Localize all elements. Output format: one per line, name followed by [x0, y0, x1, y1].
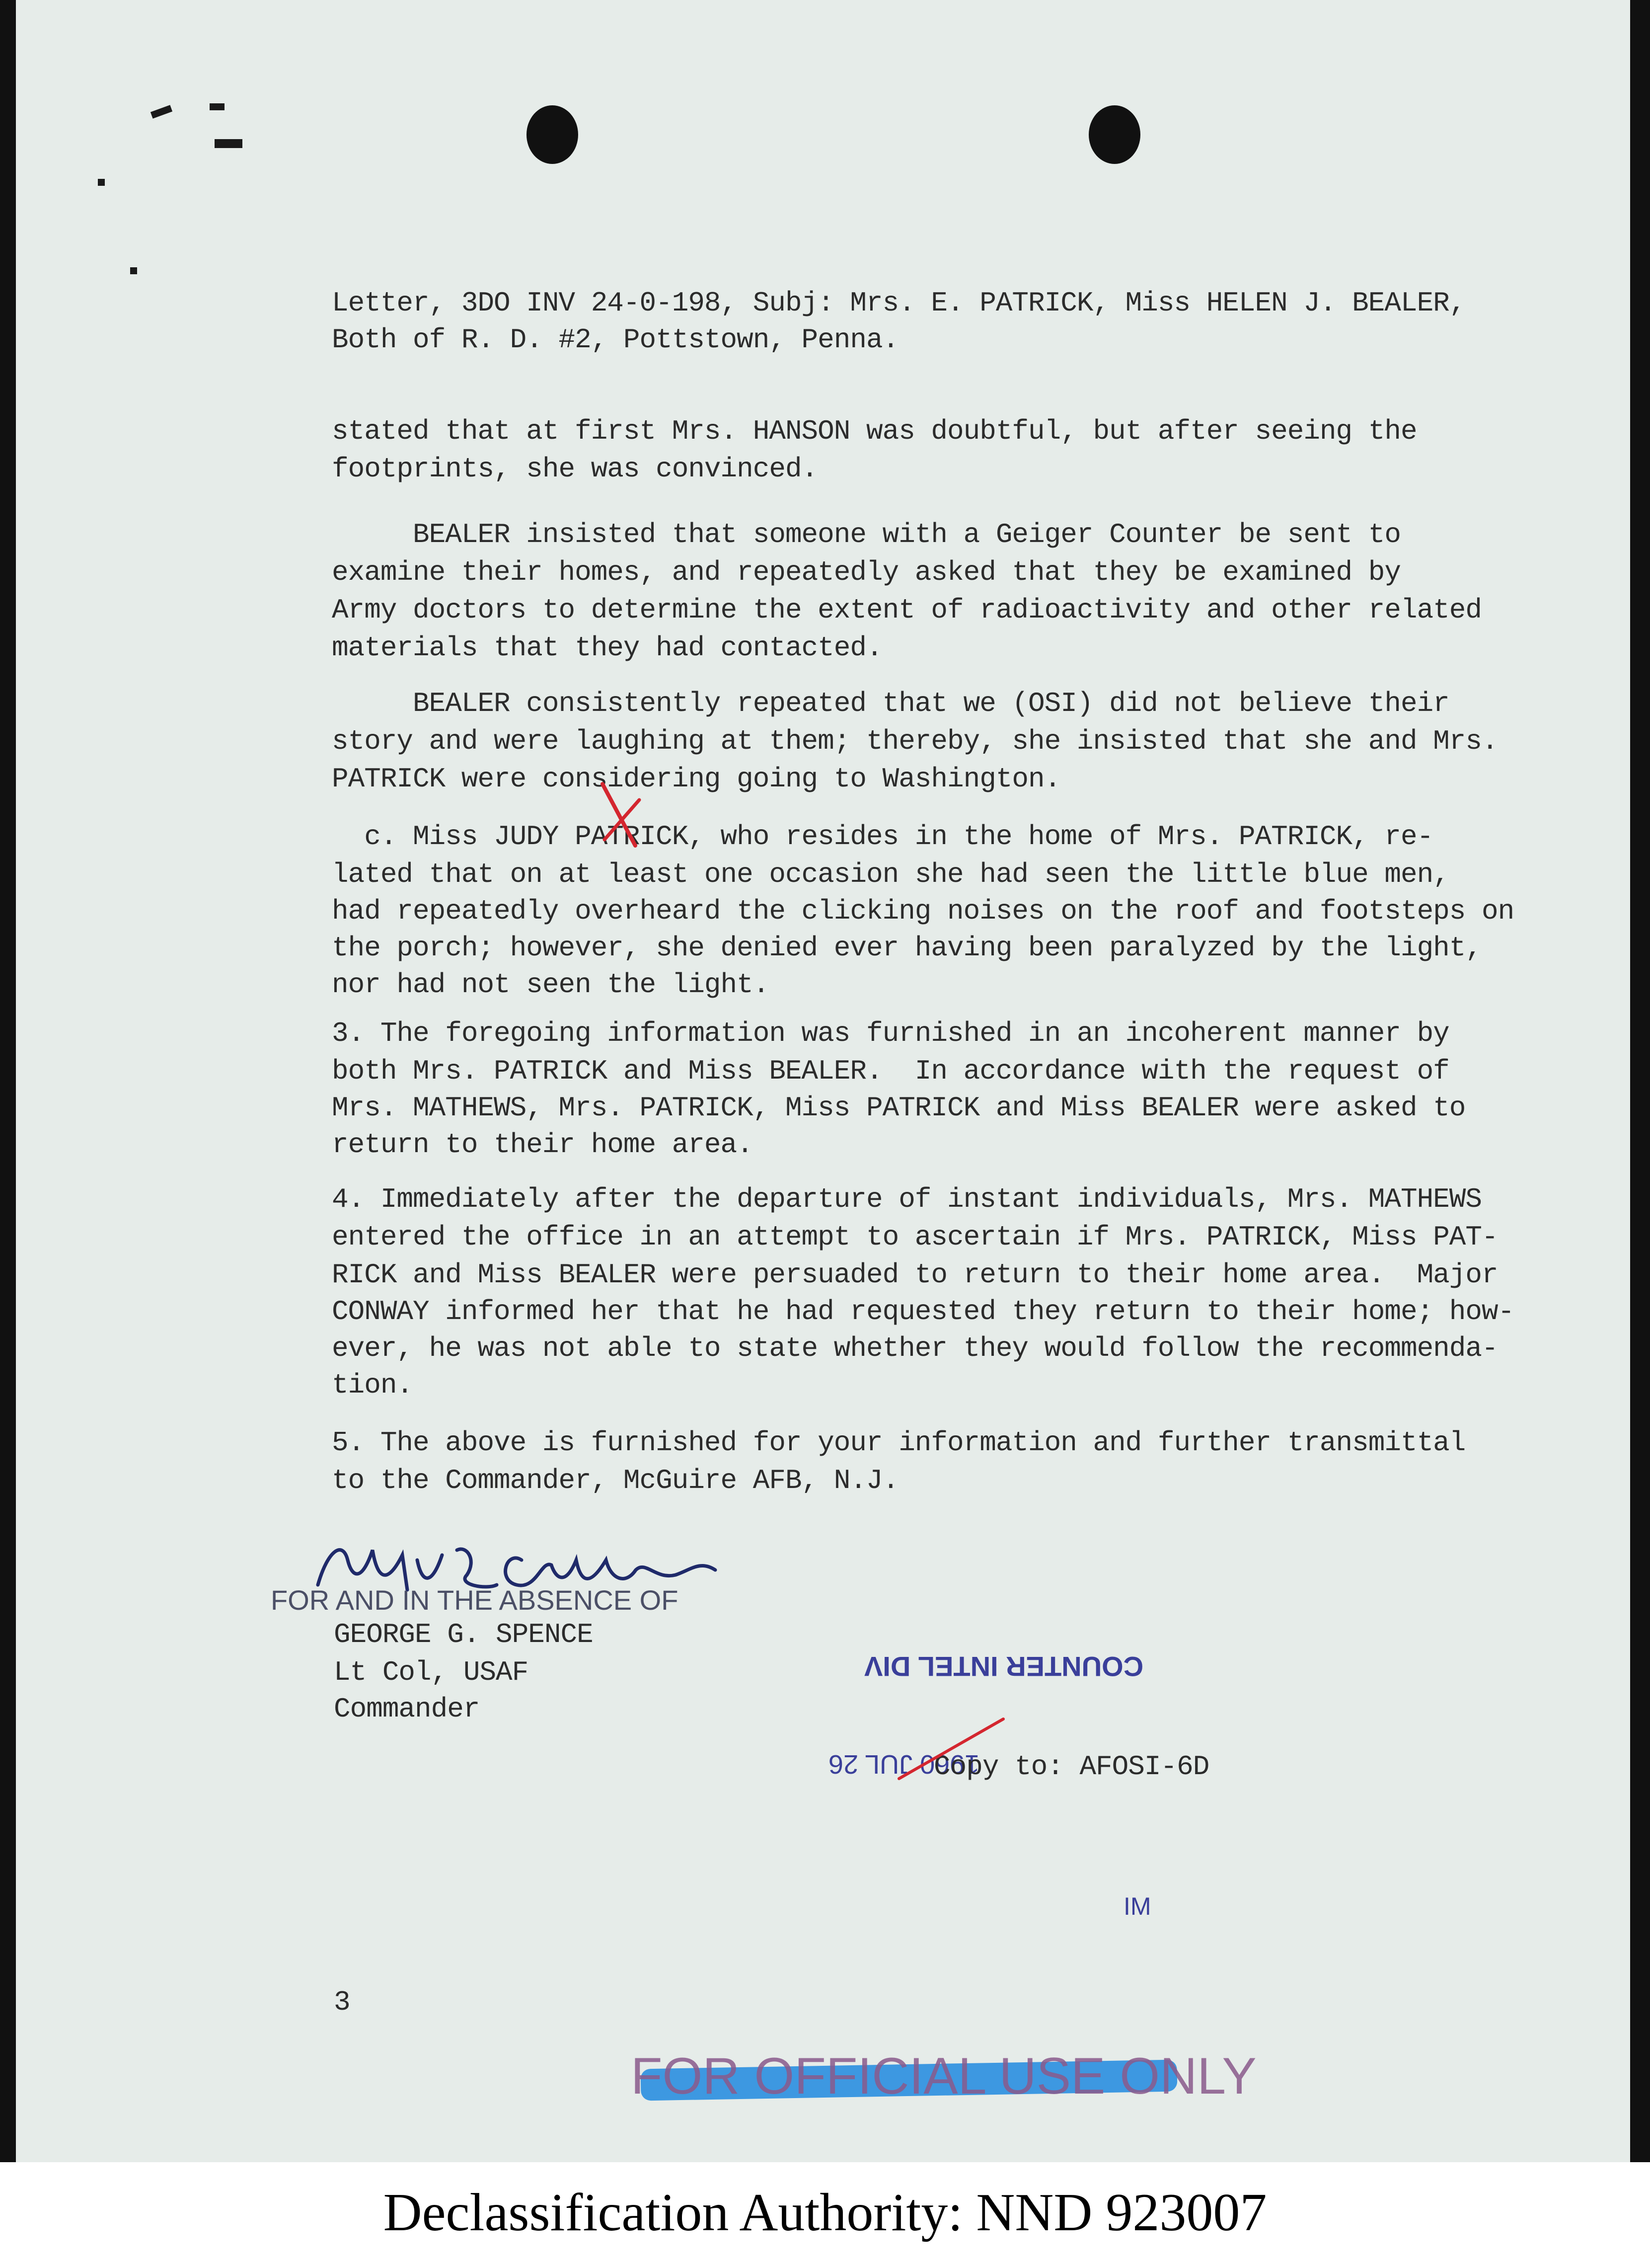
declassification-caption: Declassification Authority: NND 923007 [383, 2183, 1267, 2242]
body-line: tion. [332, 1369, 413, 1401]
body-line: lated that on at least one occasion she had seen the little blue men, [332, 859, 1449, 890]
paper-damage-mark [210, 103, 225, 110]
counter-intel-stamp: COUNTER INTEL DIV [864, 1651, 1144, 1682]
body-line: story and were laughing at them; thereby, she insisted that she and Mrs. [332, 725, 1498, 757]
body-line: return to their home area. [332, 1129, 753, 1161]
red-strike-mark [894, 1714, 1013, 1784]
copy-to-line: Copy to: AFOSI-6D [934, 1751, 1209, 1783]
red-check-mark [594, 780, 648, 850]
body-line: BEALER insisted that someone with a Geiger Counter be sent to [332, 519, 1401, 550]
body-line: Mrs. MATHEWS, Mrs. PATRICK, Miss PATRICK and Miss BEALER were asked to [332, 1092, 1466, 1124]
body-line: entered the office in an attempt to ascertain if Mrs. PATRICK, Miss PAT- [332, 1221, 1498, 1253]
punch-hole-left [526, 105, 578, 164]
letter-address-line: Both of R. D. #2, Pottstown, Penna. [332, 324, 899, 356]
body-line: examine their homes, and repeatedly asked that they be examined by [332, 556, 1401, 588]
body-line: the porch; however, she denied ever having been paralyzed by the light, [332, 932, 1482, 964]
paper-damage-mark [98, 179, 105, 186]
body-line: PATRICK were considering going to Washington. [332, 763, 1061, 795]
initials-stamp: IM [1124, 1892, 1151, 1920]
classification-stamp: FOR OFFICIAL USE ONLY [631, 2047, 1257, 2105]
punch-hole-right [1089, 105, 1140, 164]
body-line: footprints, she was convinced. [332, 453, 818, 485]
body-line: materials that they had contacted. [332, 632, 883, 664]
body-line: to the Commander, McGuire AFB, N.J. [332, 1465, 899, 1496]
body-line: 5. The above is furnished for your information and further transmittal [332, 1427, 1466, 1459]
body-line: 4. Immediately after the departure of instant individuals, Mrs. MATHEWS [332, 1183, 1482, 1215]
body-line: Army doctors to determine the extent of radioactivity and other related [332, 594, 1482, 626]
body-line: both Mrs. PATRICK and Miss BEALER. In accordance with the request of [332, 1055, 1449, 1087]
body-line: c. Miss JUDY PATRICK, who resides in the home of Mrs. PATRICK, re- [332, 821, 1433, 853]
letter-reference-line: Letter, 3DO INV 24-0-198, Subj: Mrs. E. PATRICK, Miss HELEN J. BEALER, [332, 287, 1466, 319]
body-line: RICK and Miss BEALER were persuaded to return to their home area. Major [332, 1259, 1498, 1291]
signer-title: Commander [334, 1693, 480, 1725]
paper-damage-mark [130, 267, 137, 274]
body-line: nor had not seen the light. [332, 969, 769, 1001]
page-number: 3 [334, 1986, 350, 2018]
body-line: BEALER consistently repeated that we (OSI) did not believe their [332, 688, 1449, 719]
body-line: CONWAY informed her that he had requested they return to their home; how- [332, 1296, 1514, 1328]
signer-rank: Lt Col, USAF [334, 1656, 528, 1688]
body-line: ever, he was not able to state whether they would follow the recommenda- [332, 1332, 1498, 1364]
body-line: had repeatedly overheard the clicking noises on the roof and footsteps on [332, 895, 1514, 927]
paper-damage-mark [150, 105, 172, 119]
body-line: 3. The foregoing information was furnished in an incoherent manner by [332, 1017, 1449, 1049]
body-line: stated that at first Mrs. HANSON was doubtful, but after seeing the [332, 415, 1417, 447]
paper-damage-mark [215, 139, 242, 148]
signer-name: GEORGE G. SPENCE [334, 1619, 593, 1650]
absence-stamp: FOR AND IN THE ABSENCE OF [271, 1584, 678, 1616]
date-stamp: 1960 JUL 26 [828, 1749, 980, 1779]
